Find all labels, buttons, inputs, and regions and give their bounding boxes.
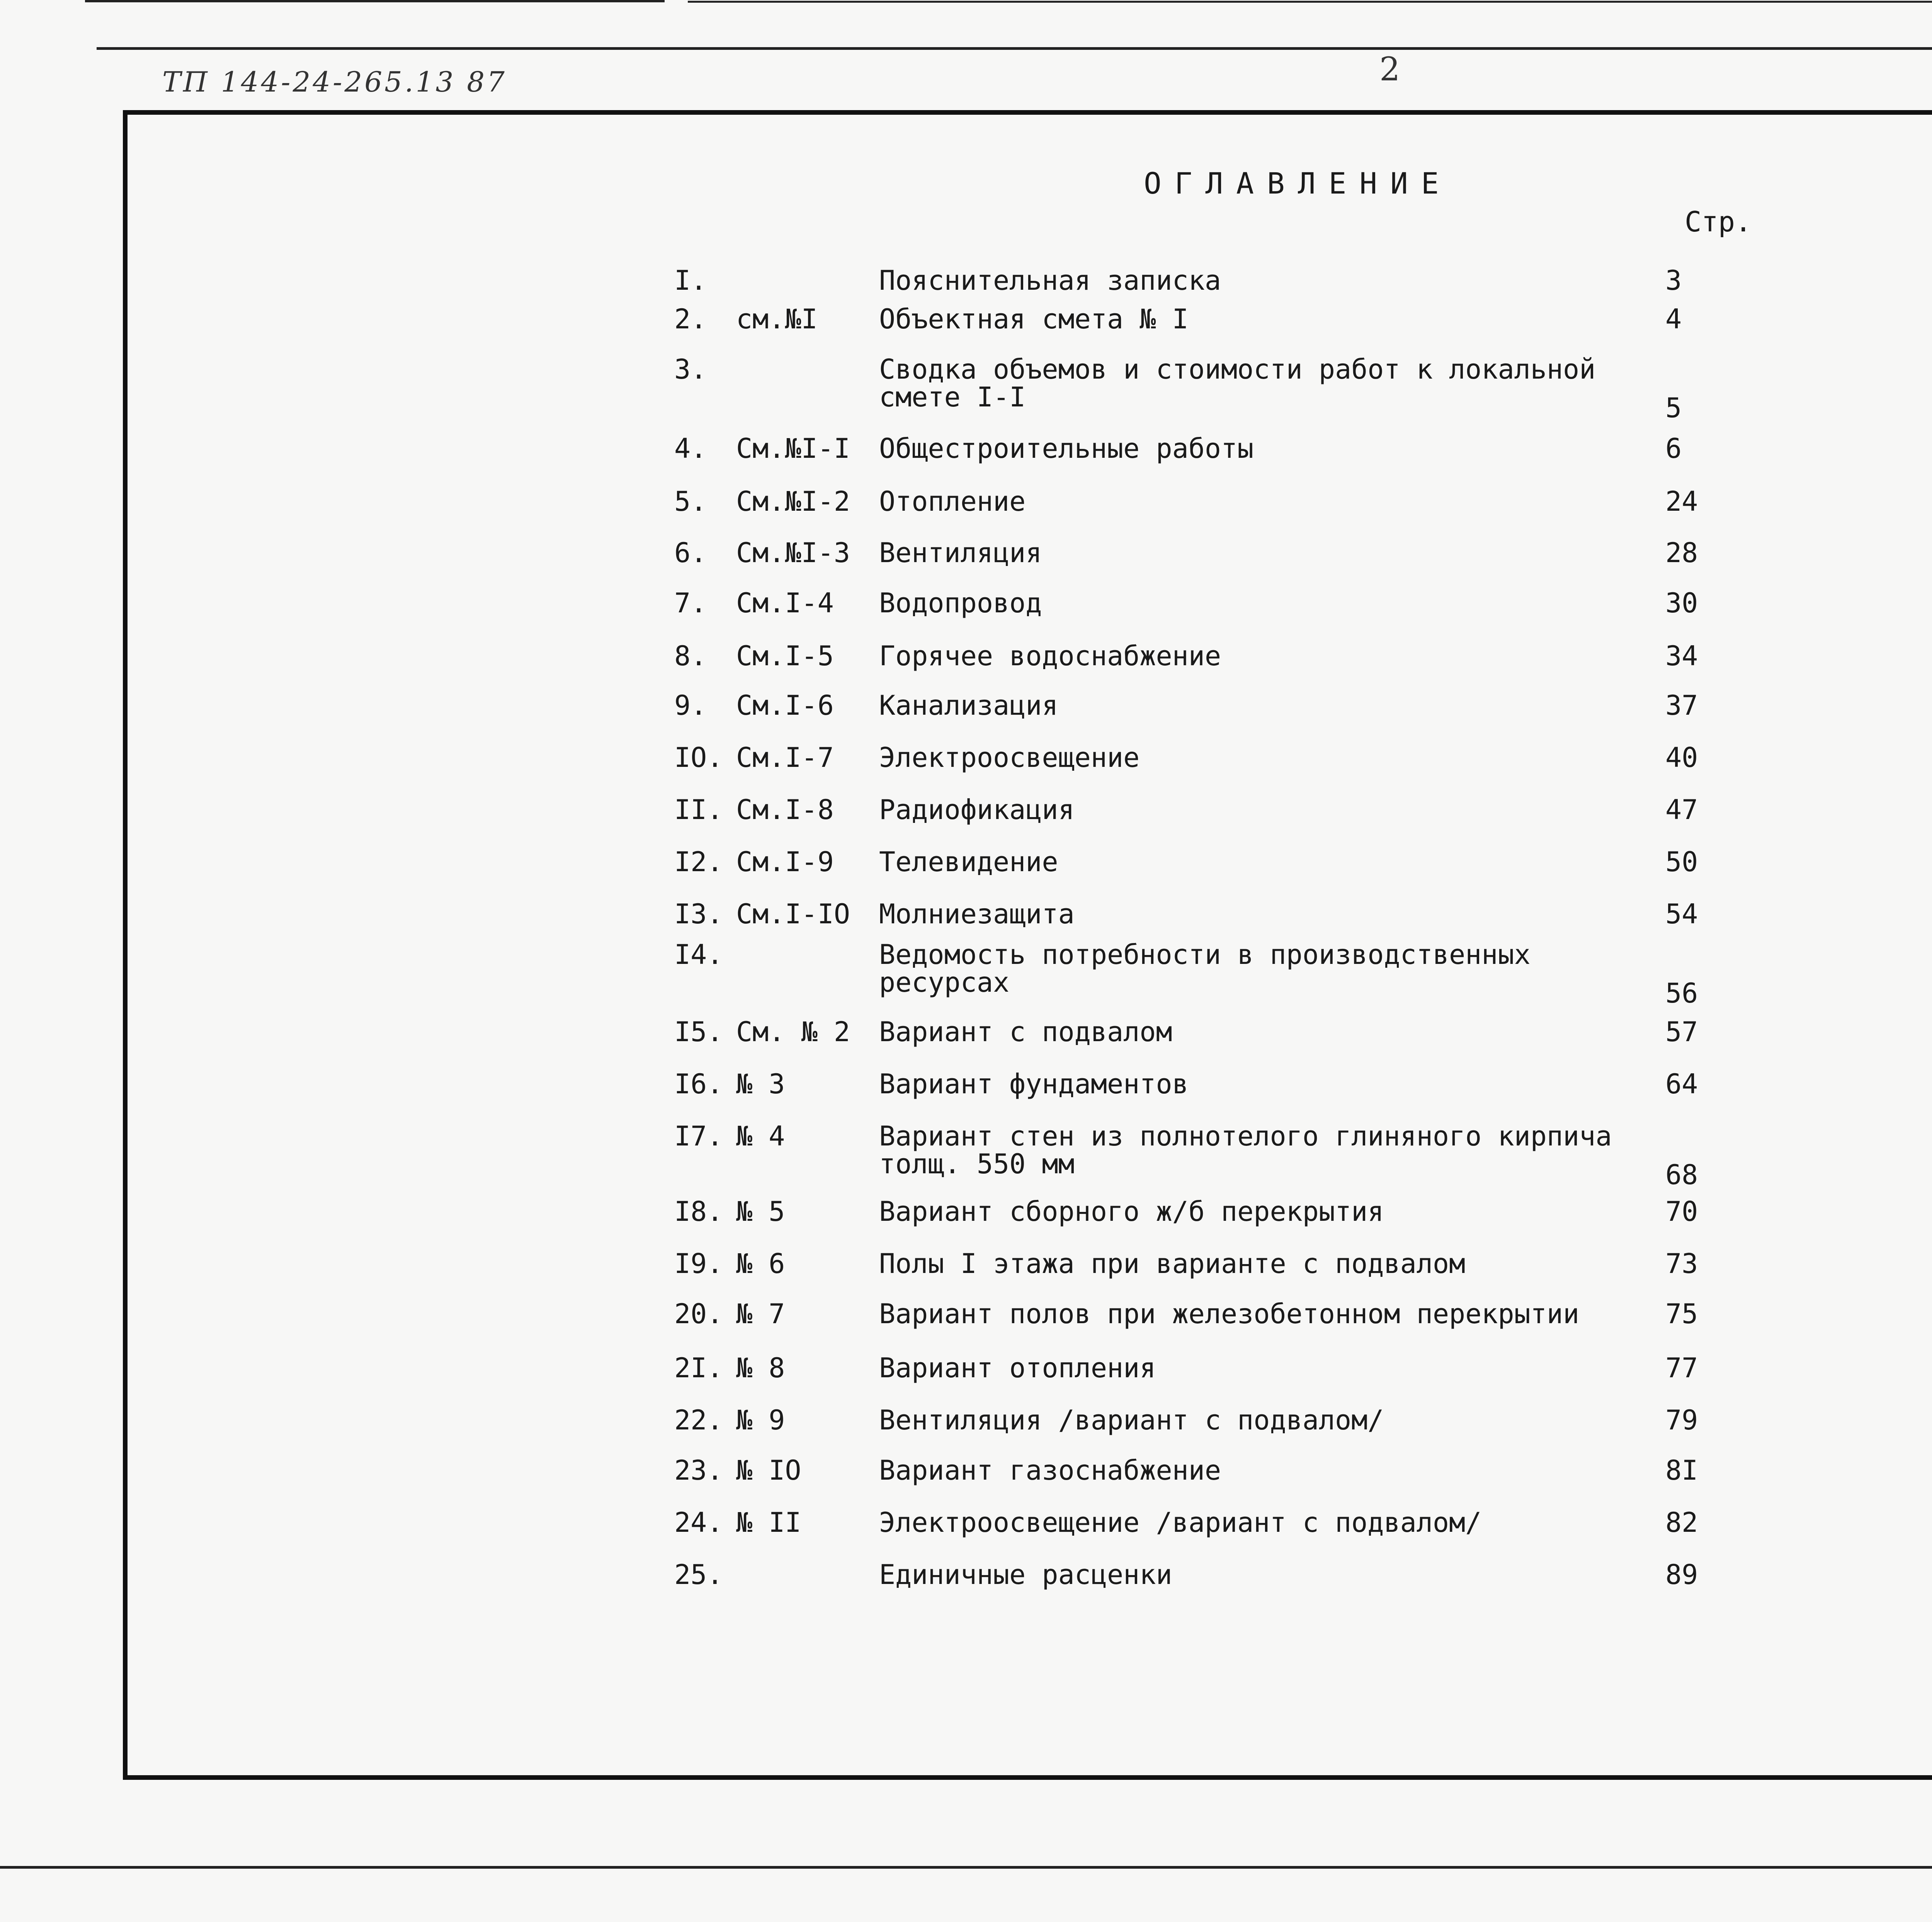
toc-entry-page: 37 <box>1665 690 1698 721</box>
toc-entry-number: 23. <box>674 1455 723 1486</box>
toc-entry-estimate-ref: См.№I-I <box>736 433 850 464</box>
toc-entry-number: 20. <box>674 1298 723 1330</box>
toc-entry-page: 68 <box>1665 1159 1698 1191</box>
frame-top-line <box>97 47 1932 50</box>
toc-entry-estimate-ref: См.№I-3 <box>736 537 850 569</box>
top-frame-line-left <box>85 0 665 2</box>
frame-bottom-line <box>0 1866 1932 1869</box>
toc-entry-number: I2. <box>674 846 723 878</box>
toc-entry-page: 28 <box>1665 537 1698 569</box>
toc-entry-title: Вариант газоснабжение <box>879 1455 1221 1486</box>
toc-entry-number: 3. <box>674 353 707 385</box>
toc-entry-title: Электроосвещение <box>879 742 1140 773</box>
toc-entry-title: Отопление <box>879 486 1026 517</box>
toc-entry-number: 22. <box>674 1404 723 1436</box>
toc-entry-estimate-ref: См.I-7 <box>736 742 834 773</box>
toc-entry-estimate-ref: См.№I-2 <box>736 486 850 517</box>
toc-entry <box>0 1018 1932 1072</box>
toc-entry-page: 50 <box>1665 846 1698 878</box>
toc-entry <box>0 1070 1932 1124</box>
toc-entry-number: 5. <box>674 486 707 517</box>
toc-entry-number: I9. <box>674 1248 723 1280</box>
toc-entry <box>0 435 1932 489</box>
toc-entry-page: 8I <box>1665 1455 1698 1486</box>
toc-entry-page: 79 <box>1665 1404 1698 1436</box>
toc-entry-estimate-ref: № 9 <box>736 1404 785 1436</box>
toc-entry-number: I8. <box>674 1196 723 1227</box>
toc-entry-title: Вариант отопления <box>879 1352 1156 1384</box>
toc-entry-title: Ведомость потребности в производственных ресурсах <box>879 939 1531 998</box>
toc-entry-number: I7. <box>674 1120 723 1152</box>
toc-entry-title: Вариант сборного ж/б перекрытия <box>879 1196 1384 1227</box>
toc-entry-number: I4. <box>674 939 723 970</box>
toc-entry-estimate-ref: См.I-9 <box>736 846 834 878</box>
toc-entry-page: 6 <box>1665 433 1682 464</box>
toc-entry-estimate-ref: См.I-6 <box>736 690 834 721</box>
toc-entry-estimate-ref: См.I-8 <box>736 794 834 826</box>
toc-entry-page: 4 <box>1665 303 1682 335</box>
toc-entry-title: Вентиляция /вариант с подвалом/ <box>879 1404 1384 1436</box>
toc-entry <box>0 692 1932 746</box>
toc-entry-title: Единичные расценки <box>879 1559 1172 1591</box>
toc-entry-number: 2I. <box>674 1352 723 1384</box>
toc-entry-estimate-ref: № 3 <box>736 1068 785 1100</box>
toc-entry <box>0 1300 1932 1354</box>
top-frame-line-right <box>688 1 1932 3</box>
document-code: ТП 144-24-265.13 87 <box>162 66 507 98</box>
toc-entry-number: 2. <box>674 303 707 335</box>
toc-entry-estimate-ref: № 5 <box>736 1196 785 1227</box>
toc-entry-page: 47 <box>1665 794 1698 826</box>
toc-entry-title: Вентиляция <box>879 537 1042 569</box>
toc-entry-title: Водопровод <box>879 587 1042 619</box>
toc-entry-page: 56 <box>1665 977 1698 1009</box>
toc-entry-number: I. <box>674 265 707 296</box>
toc-entry-title: Вариант фундаментов <box>879 1068 1189 1100</box>
toc-entry-title: Молниезащита <box>879 898 1075 930</box>
toc-entry <box>0 1120 1932 1191</box>
toc-entry <box>0 744 1932 798</box>
toc-entry-title: Канализация <box>879 690 1058 721</box>
toc-entry-number: II. <box>674 794 723 826</box>
toc-title: ОГЛАВЛЕНИЕ <box>1144 166 1452 201</box>
toc-entry <box>0 939 1932 1009</box>
toc-entry-page: 3 <box>1665 265 1682 296</box>
toc-entry-number: 24. <box>674 1507 723 1538</box>
toc-entry <box>0 589 1932 643</box>
toc-entry-page: 30 <box>1665 587 1698 619</box>
page-number: 2 <box>1379 50 1403 88</box>
toc-entry-number: 6. <box>674 537 707 569</box>
toc-entry-title: Вариант стен из полнотелого глиняного кирпича толщ. 550 мм <box>879 1120 1612 1180</box>
toc-entry-number: 8. <box>674 640 707 672</box>
toc-entry-page: 5 <box>1665 392 1682 424</box>
toc-entry-estimate-ref: См. № 2 <box>736 1016 850 1048</box>
toc-entry-page: 89 <box>1665 1559 1698 1591</box>
toc-entry-estimate-ref: № IO <box>736 1455 801 1486</box>
toc-entry-title: Полы I этажа при варианте с подвалом <box>879 1248 1466 1280</box>
toc-entry-number: I5. <box>674 1016 723 1048</box>
toc-entry-page: 82 <box>1665 1507 1698 1538</box>
toc-entry <box>0 305 1932 359</box>
toc-entry-title: Вариант полов при железобетонном перекрытии <box>879 1298 1580 1330</box>
toc-entry <box>0 1250 1932 1304</box>
toc-entry-page: 70 <box>1665 1196 1698 1227</box>
toc-entry-title: Пояснительная записка <box>879 265 1221 296</box>
toc-entry-page: 54 <box>1665 898 1698 930</box>
toc-entry-number: 25. <box>674 1559 723 1591</box>
toc-entry-page: 75 <box>1665 1298 1698 1330</box>
toc-entry <box>0 848 1932 902</box>
toc-entry-number: 4. <box>674 433 707 464</box>
toc-entry <box>0 488 1932 542</box>
toc-entry-page: 57 <box>1665 1016 1698 1048</box>
toc-entry <box>0 1509 1932 1563</box>
page-column-label: Стр. <box>1685 206 1752 238</box>
toc-entry-number: 7. <box>674 587 707 619</box>
toc-entry-title: Сводка объемов и стоимости работ к локальной смете I-I <box>879 353 1596 413</box>
toc-entry <box>0 1354 1932 1408</box>
toc-entry-number: 9. <box>674 690 707 721</box>
toc-entry-number: IO. <box>674 742 723 773</box>
toc-entry-page: 40 <box>1665 742 1698 773</box>
toc-entry-estimate-ref: См.I-IO <box>736 898 850 930</box>
toc-entry-page: 64 <box>1665 1068 1698 1100</box>
toc-entry-title: Радиофикация <box>879 794 1075 826</box>
toc-entry-page: 73 <box>1665 1248 1698 1280</box>
toc-entry-estimate-ref: № II <box>736 1507 801 1538</box>
toc-entry-estimate-ref: № 7 <box>736 1298 785 1330</box>
toc-entry-estimate-ref: См.I-4 <box>736 587 834 619</box>
toc-entry-number: I6. <box>674 1068 723 1100</box>
toc-entry-estimate-ref: № 6 <box>736 1248 785 1280</box>
toc-entry-page: 77 <box>1665 1352 1698 1384</box>
toc-entry <box>0 796 1932 850</box>
toc-entry-title: Горячее водоснабжение <box>879 640 1221 672</box>
toc-entry <box>0 1561 1932 1615</box>
toc-entry-estimate-ref: См.I-5 <box>736 640 834 672</box>
toc-entry-page: 34 <box>1665 640 1698 672</box>
toc-entry-title: Электроосвещение /вариант с подвалом/ <box>879 1507 1482 1538</box>
toc-entry <box>0 539 1932 593</box>
toc-entry-number: I3. <box>674 898 723 930</box>
toc-entry-estimate-ref: см.№I <box>736 303 818 335</box>
toc-entry-title: Объектная смета № I <box>879 303 1189 335</box>
toc-entry <box>0 353 1932 424</box>
toc-entry-title: Вариант с подвалом <box>879 1016 1172 1048</box>
toc-entry-page: 24 <box>1665 486 1698 517</box>
toc-entry <box>0 1456 1932 1511</box>
toc-entry-title: Общестроительные работы <box>879 433 1254 464</box>
toc-entry-estimate-ref: № 8 <box>736 1352 785 1384</box>
toc-entry <box>0 642 1932 696</box>
toc-entry-estimate-ref: № 4 <box>736 1120 785 1152</box>
toc-entry-title: Телевидение <box>879 846 1058 878</box>
toc-entry <box>0 1198 1932 1252</box>
toc-entry <box>0 1406 1932 1460</box>
